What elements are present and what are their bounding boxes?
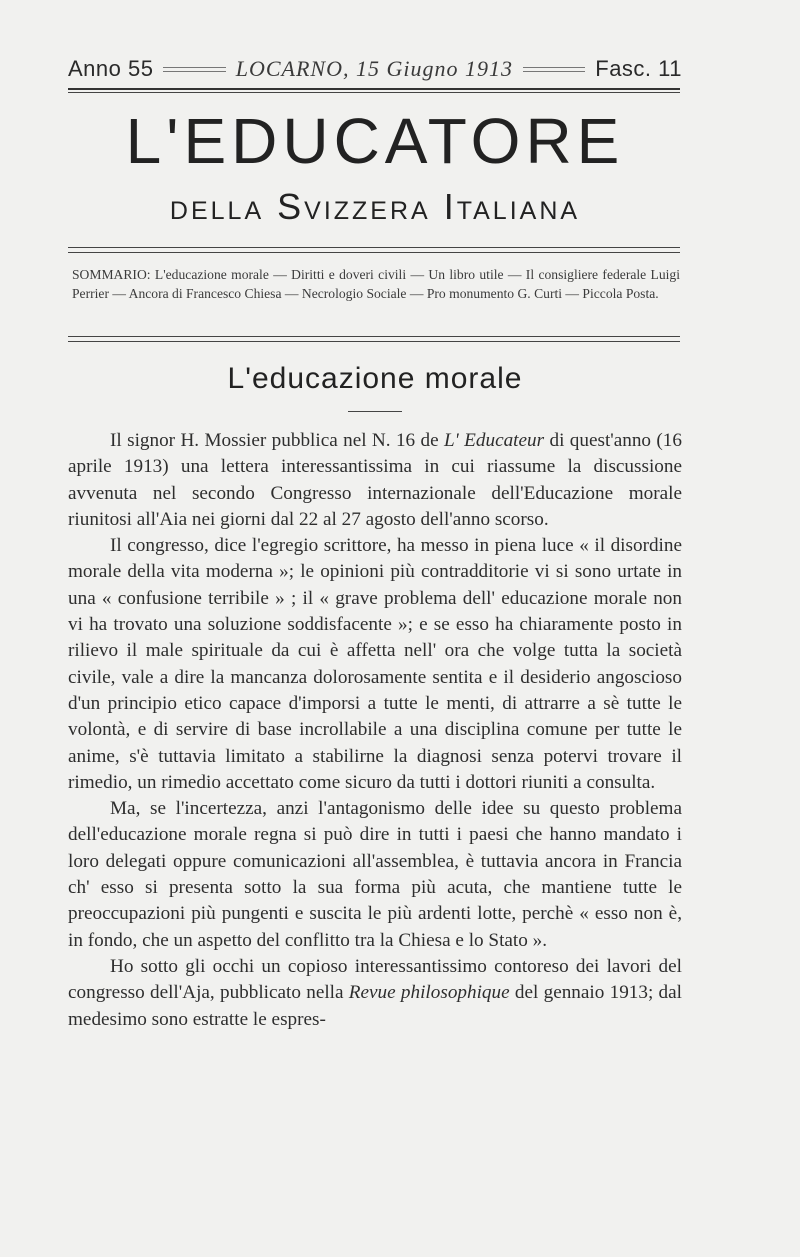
summary-rule-thin — [68, 341, 680, 342]
title-underline — [348, 411, 402, 412]
year-label: Anno 55 — [68, 56, 154, 81]
article-body — [68, 428, 682, 1033]
paragraph-2: Il congresso, dice l'egregio scrittore, ha messo in piena luce « il disordine morale della vita moderna »; le opinioni più contradditorie vi si sono urtate in una « confusione terribile » ; il « grave problema dell' educazione morale non vi ha trovato una soluzione soddisfacente »; e se esso ha chiaramente posto in rilievo il male spirituale da cui è affetta nell' ora che volge tutta la società civile, vale a dire la mancanza dolorosamente sentita e il desiderio angoscioso d'un principio etico capace d'imporsi a tutte le menti, di attrarre a sè tutte le volontà, e di servire di base incrollabile a una disciplina comune per tutte le anime, s'è tuttavia limitato a stabilirne la diagnosi senza potervi trovare il rimedio, un rimedio accettato come sicuro da tutti i dottori riuniti a consulta. — [68, 535, 682, 793]
masthead-title: L'EDUCATORE — [125, 105, 625, 177]
running-header — [68, 52, 682, 86]
table-of-contents: SOMMARIO: L'educazione morale — Diritti e doveri civili — Un libro utile — Il consigliere federale Luigi Perrier — Ancora di Francesco Chiesa — Necrologio Sociale — Pro monumento G. Curti — Piccola Posta. — [72, 267, 680, 301]
header-divider-left — [163, 67, 225, 72]
paragraph-1: Il signor H. Mossier pubblica nel N. 16 de L' Educateur di quest'anno (16 aprile 1913) una lettera interessantissima in cui riassume la discussione avvenuta nel secondo Congresso internazionale dell'Educazione morale riunitosi all'Aia nei giorni dal 22 al 27 agosto dell'anno scorso. — [68, 430, 682, 530]
masthead-rule-thin — [68, 252, 680, 253]
header-divider-right — [523, 67, 585, 72]
paragraph-3: Ma, se l'incertezza, anzi l'antagonismo delle idee su questo problema dell'educazione morale regna si può dire in tutti i paesi che hanno mandato i loro delegati oppure comunicazioni all'assemblea, è tuttavia ancora in Francia ch' esso si presenta sotto la sua forma più acuta, che mantiene tutte le preoccupazioni più pungenti e suscita le più ardenti lotte, perchè « esso non è, in fondo, che un aspetto del conflitto tra la Chiesa e lo Stato ». — [68, 798, 682, 951]
journal-title: L' Educateur — [444, 430, 545, 451]
summary-rule — [68, 336, 680, 337]
paragraph-4: Ho sotto gli occhi un copioso interessantissimo contoreso dei lavori del congresso dell'Aja, pubblicato nella Revue philosophique del gennaio 1913; dal medesimo sono estratte le espres- — [68, 955, 683, 1030]
header-rule-thin — [68, 92, 680, 93]
issue-label: Fasc. 11 — [595, 56, 682, 81]
header-rule — [68, 88, 680, 90]
article-title: L'educazione morale — [227, 362, 523, 395]
masthead-subtitle: della Svizzera Italiana — [169, 186, 581, 227]
masthead-rule — [68, 247, 680, 248]
revue-title: Revue philosophique — [348, 982, 510, 1004]
place-date: LOCARNO, 15 Giugno 1913 — [235, 56, 513, 81]
